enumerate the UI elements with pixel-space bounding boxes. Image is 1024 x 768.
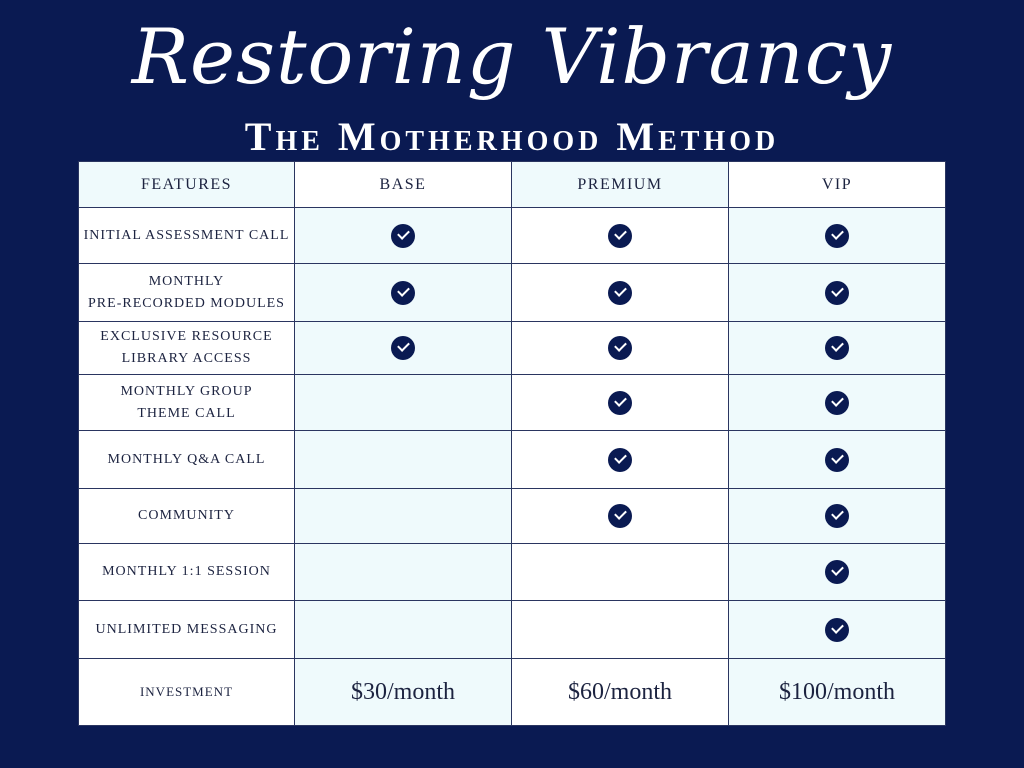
header-premium: PREMIUM <box>512 162 729 208</box>
cell-vip <box>729 601 946 659</box>
cell-base <box>295 544 512 601</box>
cell-vip <box>729 264 946 322</box>
check-circle-icon <box>825 618 849 642</box>
cell-vip <box>729 322 946 375</box>
check-circle-icon <box>391 281 415 305</box>
cell-premium <box>512 489 729 544</box>
check-circle-icon <box>391 336 415 360</box>
cell-premium <box>512 544 729 601</box>
check-circle-icon <box>825 391 849 415</box>
cell-premium <box>512 431 729 489</box>
check-circle-icon <box>608 224 632 248</box>
feature-label: MONTHLY Q&A CALL <box>79 431 295 489</box>
page-title: Restoring Vibrancy <box>131 12 893 101</box>
cell-premium <box>512 264 729 322</box>
cell-premium <box>512 601 729 659</box>
price-premium: $60/month <box>512 659 729 726</box>
table-row <box>79 601 946 659</box>
price-base: $30/month <box>295 659 512 726</box>
table-row <box>79 489 946 544</box>
check-circle-icon <box>391 224 415 248</box>
check-circle-icon <box>608 281 632 305</box>
cell-base <box>295 264 512 322</box>
feature-label: EXCLUSIVE RESOURCE LIBRARY ACCESS <box>79 322 295 375</box>
table-row <box>79 544 946 601</box>
check-circle-icon <box>608 448 632 472</box>
cell-base <box>295 375 512 431</box>
cell-base <box>295 489 512 544</box>
check-circle-icon <box>825 448 849 472</box>
cell-base <box>295 208 512 264</box>
check-circle-icon <box>608 336 632 360</box>
check-circle-icon <box>825 504 849 528</box>
cell-base <box>295 431 512 489</box>
check-circle-icon <box>825 560 849 584</box>
check-circle-icon <box>608 504 632 528</box>
check-circle-icon <box>825 336 849 360</box>
price-vip: $100/month <box>729 659 946 726</box>
cell-premium <box>512 322 729 375</box>
feature-label: COMMUNITY <box>79 489 295 544</box>
cell-premium <box>512 208 729 264</box>
page-subtitle: The Motherhood Method <box>244 114 780 159</box>
feature-label: MONTHLY GROUP THEME CALL <box>79 375 295 431</box>
header-row <box>79 162 946 208</box>
cell-premium <box>512 375 729 431</box>
feature-label: INITIAL ASSESSMENT CALL <box>79 208 295 264</box>
feature-label: UNLIMITED MESSAGING <box>79 601 295 659</box>
cell-vip <box>729 489 946 544</box>
pricing-table <box>78 161 946 726</box>
cell-vip <box>729 431 946 489</box>
table-row <box>79 375 946 431</box>
cell-vip <box>729 208 946 264</box>
cell-base <box>295 322 512 375</box>
feature-label: MONTHLY 1:1 SESSION <box>79 544 295 601</box>
header-vip: VIP <box>729 162 946 208</box>
cell-vip <box>729 544 946 601</box>
check-circle-icon <box>825 281 849 305</box>
investment-label: INVESTMENT <box>79 659 295 726</box>
header-features: FEATURES <box>79 162 295 208</box>
header-base: BASE <box>295 162 512 208</box>
table-row <box>79 264 946 322</box>
table-row <box>79 208 946 264</box>
cell-base <box>295 601 512 659</box>
investment-row <box>79 659 946 726</box>
table-row <box>79 322 946 375</box>
check-circle-icon <box>825 224 849 248</box>
table-row <box>79 431 946 489</box>
cell-vip <box>729 375 946 431</box>
feature-label: MONTHLY PRE-RECORDED MODULES <box>79 264 295 322</box>
check-circle-icon <box>608 391 632 415</box>
